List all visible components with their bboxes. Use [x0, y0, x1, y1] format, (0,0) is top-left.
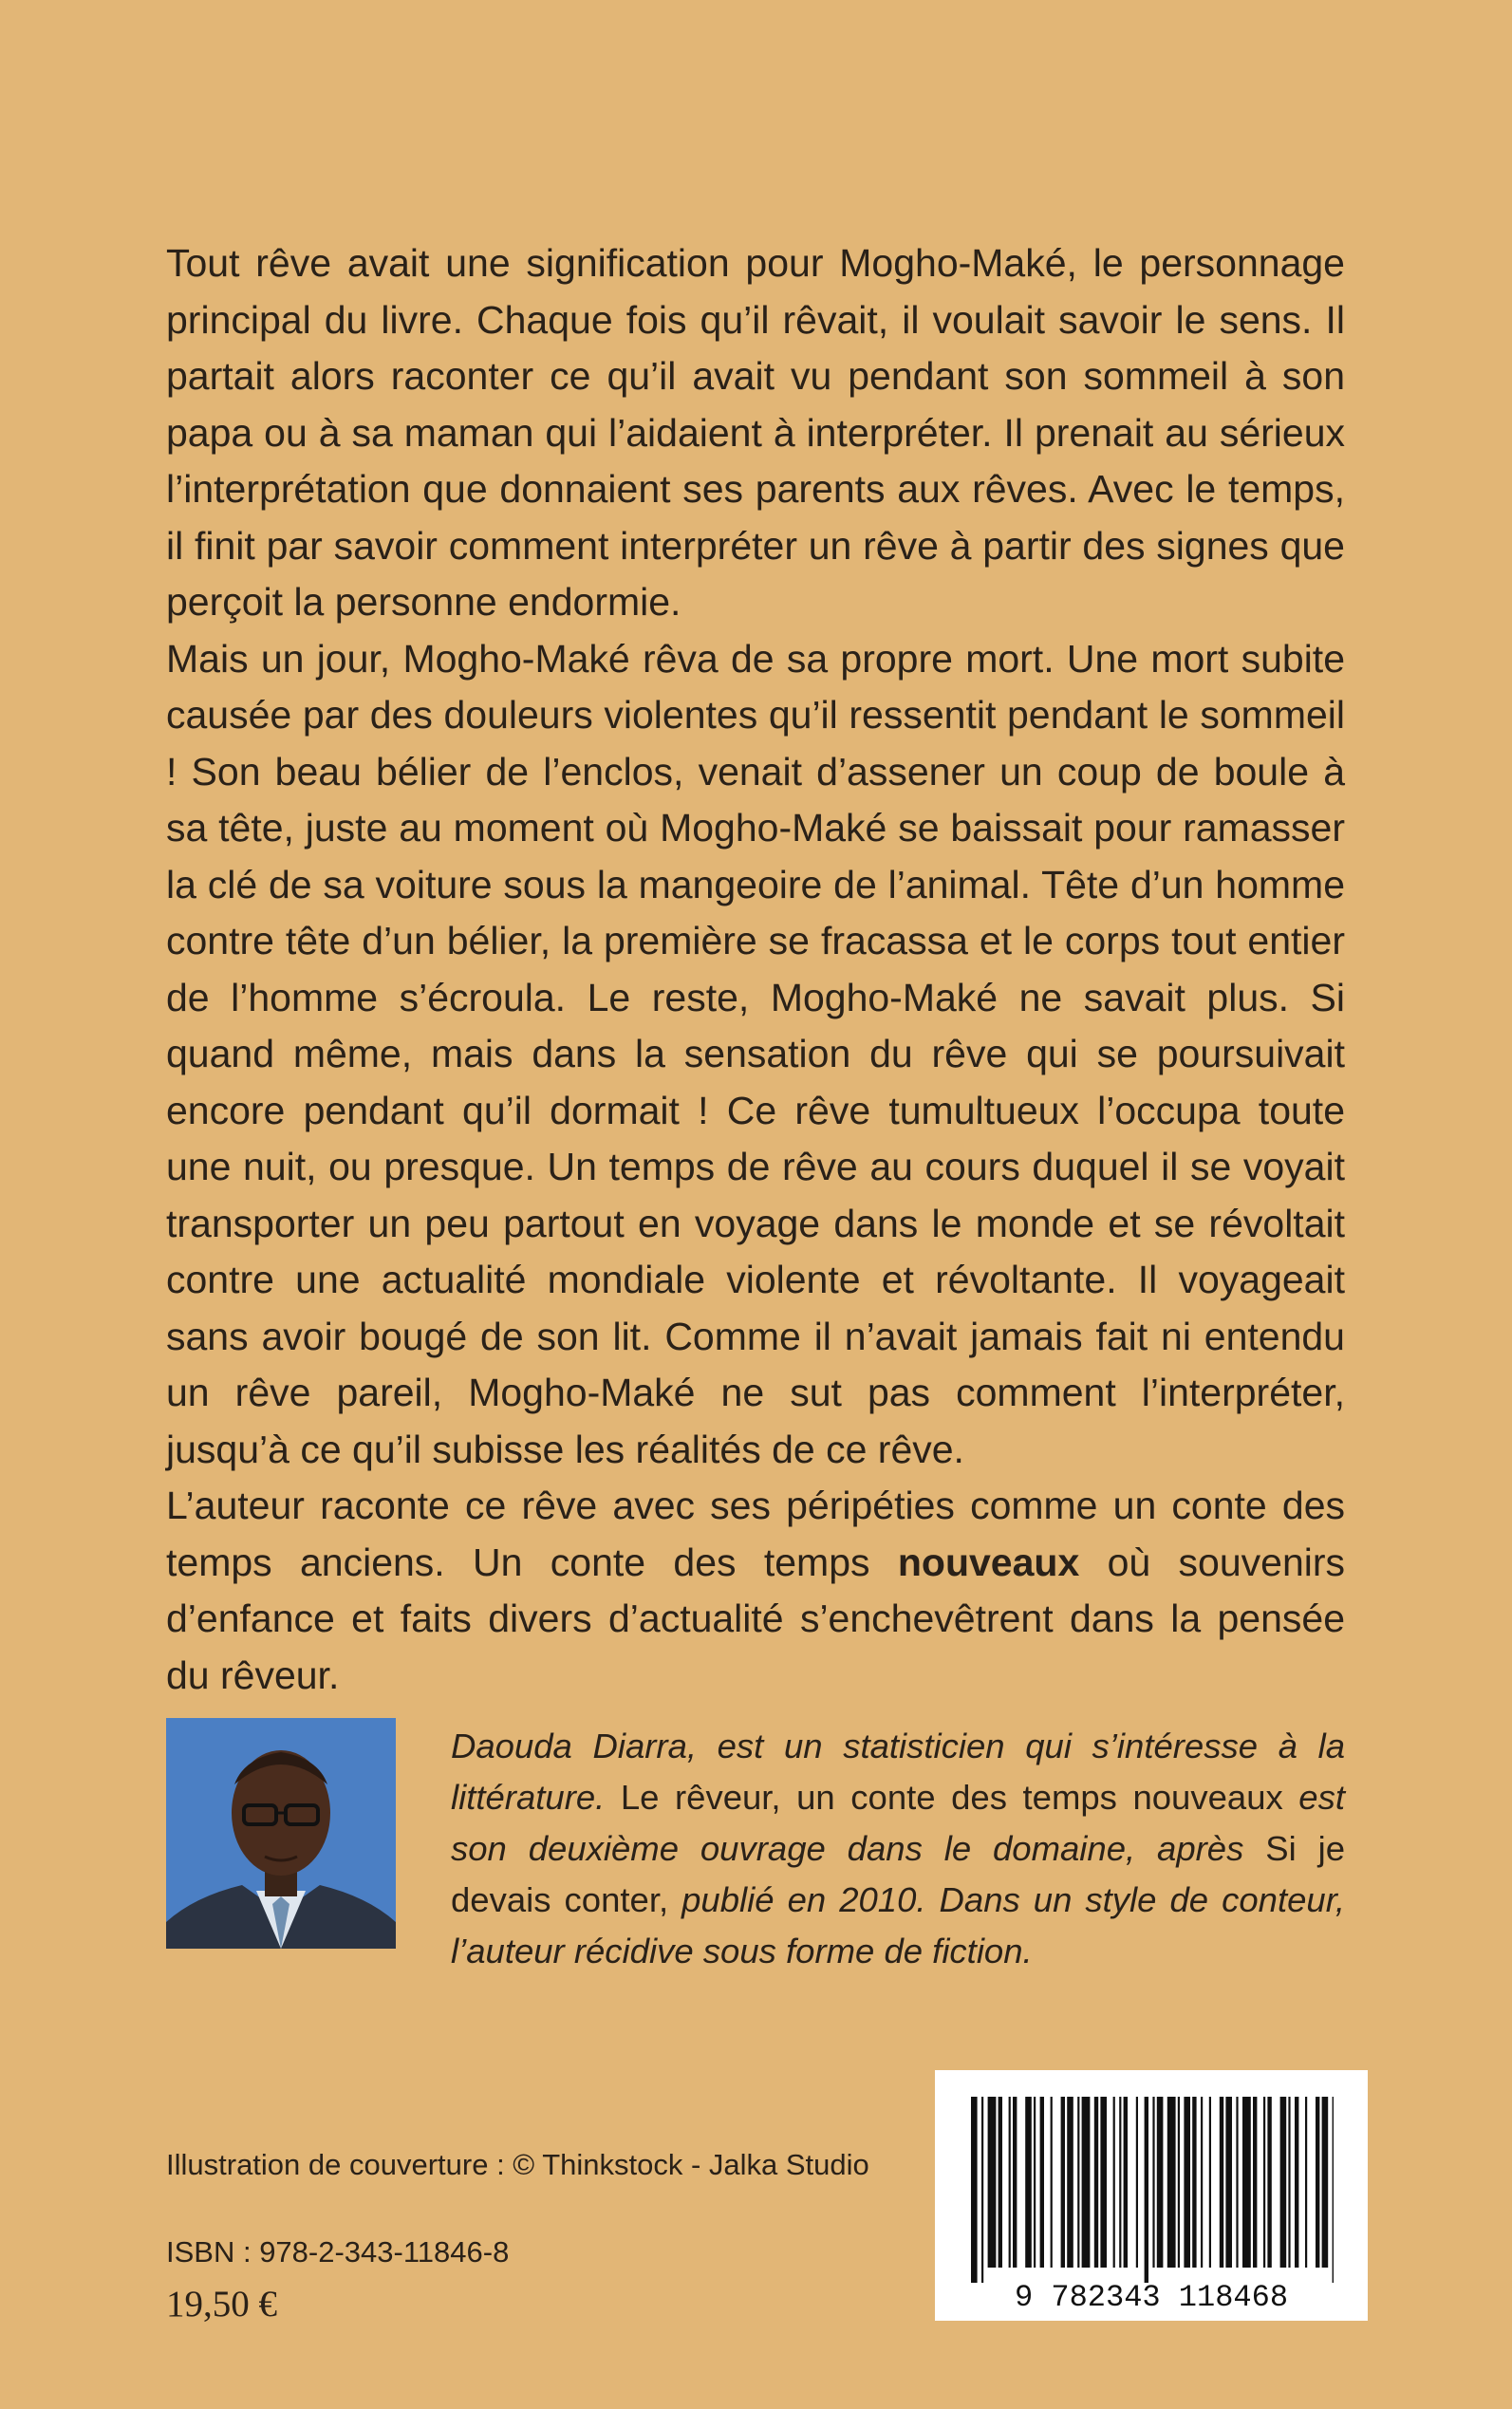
barcode-digits: 9 782343 118468: [1014, 2280, 1289, 2315]
barcode-bar: [1113, 2097, 1115, 2268]
barcode-bar: [1305, 2097, 1307, 2268]
barcode-bar: [1025, 2097, 1032, 2268]
barcode-bar: [1077, 2097, 1079, 2268]
barcode-bar: [1013, 2097, 1017, 2268]
barcode-bar: [1094, 2097, 1098, 2268]
barcode-bar: [1242, 2097, 1251, 2268]
author-bio-part-1: Daouda Diarra, est un statisticien qui s’intéresse à la littérature.: [451, 1727, 1345, 1817]
author-photo: [166, 1718, 396, 1949]
barcode-bar: [1333, 2097, 1334, 2283]
barcode-bar: [981, 2097, 983, 2283]
blurb-paragraph-3-start: L’auteur raconte ce rêve avec ses péripéties comme un conte des temps anciens. Un conte des temps: [166, 1484, 1345, 1584]
barcode-bar: [1157, 2097, 1164, 2268]
blurb-paragraph-1: Tout rêve avait une signification pour Mogho-Maké, le personnage principal du livre. Chaque fois qu’il rêvait, il voulait savoir le sens. Il partait alors raconter ce qu’il avait vu pendant son sommeil à son papa ou à sa maman qui l’aidaient à interpréter. Il prenait au sérieux l’interprétation que donnaient ses parents aux rêves. Avec le temps, il finit par savoir comment interpréter un rêve à partir des signes que perçoit la personne endormie.: [166, 241, 1345, 624]
book-title: Le rêveur, un conte des temps nouveaux: [605, 1778, 1299, 1817]
barcode-bar: [1225, 2097, 1232, 2268]
barcode-bar: [1184, 2097, 1190, 2268]
price: 19,50 €: [166, 2284, 277, 2325]
barcode-bar: [1295, 2097, 1298, 2268]
barcode-bar: [1192, 2097, 1196, 2268]
barcode-bar: [1209, 2097, 1211, 2268]
barcode-bar: [1034, 2097, 1036, 2268]
previous-book-title: Si je devais conter,: [451, 1829, 1345, 1919]
barcode-bar: [1263, 2097, 1265, 2268]
barcode-bar: [1100, 2097, 1107, 2268]
barcode-bar: [999, 2097, 1002, 2268]
author-bio-part-3: publié en 2010. Dans un style de conteur, l’auteur récidive sous forme de fiction.: [451, 1880, 1345, 1970]
blurb-paragraph-2: Mais un jour, Mogho-Maké rêva de sa propre mort. Une mort subite causée par des douleurs violentes qu’il ressentit pendant le sommeil ! Son beau bélier de l’enclos, venait d’assener un coup de boule à sa tête, juste au moment où Mogho-Maké se baissait pour ramasser la clé de sa voiture sous la mangeoire de l’animal. Tête d’un homme contre tête d’un bélier, la première se fracassa et le corps tout entier de l’homme s’écroula. Le reste, Mogho-Maké ne savait plus. Si quand même, mais dans la sensation du rêve qui se poursuivait encore pendant qu’il dormait ! Ce rêve tumultueux l’occupa toute une nuit, ou presque. Un temps de rêve au cours duquel il se voyait transporter un peu partout en voyage dans le monde et se révoltait contre une actualité mondiale violente et révoltante. Il voyageait sans avoir bougé de son lit. Comme il n’avait jamais fait ni entendu un rêve pareil, Mogho-Maké ne sut pas comment l’interpréter, jusqu’à ce qu’il subisse les réalités de ce rêve.: [166, 636, 1345, 1471]
blurb-paragraph-3-end: où souvenirs d’enfance et faits divers d’actualité s’enchevêtrent dans la pensée du rêveur.: [166, 1540, 1346, 1697]
barcode: [935, 2070, 1368, 2321]
barcode-bar: [1136, 2097, 1138, 2268]
barcode-bar: [1236, 2097, 1238, 2268]
barcode-bar: [1220, 2097, 1223, 2268]
barcode-bar: [1316, 2097, 1319, 2268]
barcode-bar: [1145, 2097, 1148, 2283]
barcode-bar: [1322, 2097, 1329, 2268]
barcode-bar: [1082, 2097, 1091, 2268]
barcode-bar: [1167, 2097, 1176, 2268]
barcode-bar: [1009, 2097, 1011, 2268]
barcode-bar: [1040, 2097, 1044, 2268]
barcode-bar: [1067, 2097, 1073, 2268]
barcode-bar: [1280, 2097, 1287, 2268]
author-bio: [451, 1721, 1345, 1977]
isbn: ISBN : 978-2-343-11846-8: [166, 2235, 510, 2269]
barcode-bar: [1061, 2097, 1065, 2268]
back-cover-blurb: [166, 235, 1345, 1704]
barcode-bar: [971, 2097, 978, 2283]
barcode-bar: [1253, 2097, 1257, 2268]
barcode-bar: [1267, 2097, 1271, 2268]
barcode-bar: [1152, 2097, 1154, 2268]
barcode-bar: [1119, 2097, 1121, 2268]
blurb-paragraph-3: [166, 1478, 1345, 1704]
barcode-bar: [1124, 2097, 1128, 2268]
illustration-credit: Illustration de couverture : © Thinkstock - Jalka Studio: [166, 2148, 869, 2181]
barcode-bar: [1288, 2097, 1290, 2268]
author-bio-part-2: est son deuxième ouvrage dans le domaine, après: [451, 1778, 1345, 1868]
barcode-bar: [1201, 2097, 1203, 2268]
barcode-bar: [1178, 2097, 1180, 2268]
barcode-bar: [988, 2097, 997, 2268]
blurb-emphasis-word: nouveaux: [897, 1540, 1080, 1584]
barcode-bar: [1051, 2097, 1053, 2268]
